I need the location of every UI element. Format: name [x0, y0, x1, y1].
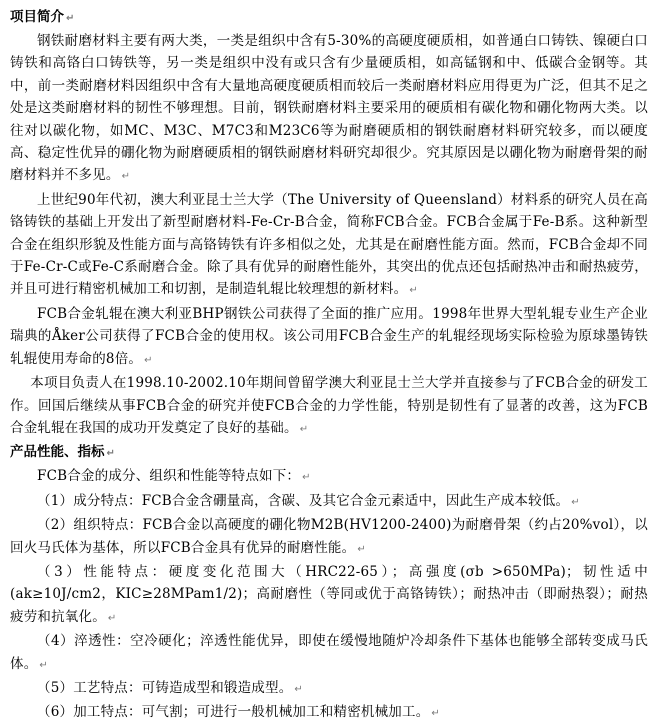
paragraph-mark-icon: ↵ [294, 683, 303, 695]
paragraph-mark-icon: ↵ [66, 13, 75, 24]
section-intro [10, 6, 648, 441]
performance-intro: FCB合金的成分、组织和性能等特点如下： ↵ [37, 468, 311, 485]
section-title: 产品性能、指标 ↵ [10, 444, 115, 461]
paragraph-mark-icon: ↵ [431, 708, 440, 720]
feature-properties: （3）性能特点：硬度变化范围大（HRC22-65）；高强度(σb >650MPa)；韧性适中(ak≥10J/cm2，KIC≥28MPam1/2)；高耐磨性（等同或优于高铬铸铁）；耐热冲击（即耐热裂）；耐热疲劳和抗氧化。 ↵ [10, 563, 648, 625]
paragraph-mark-icon: ↵ [144, 354, 153, 366]
intro-paragraph-2: 上世纪90年代初，澳大利亚昆士兰大学（The University of Queensland）材料系的研究人员在高铬铸铁的基础上开发出了新型耐磨材料-Fe-Cr-B合金，简称FCB合金。FCB合金属于Fe-B系。这种新型合金在组织形貌及性能方面与高铬铸铁有许多相似之处，尤其是在耐磨性能方面。然而，FCB合金却不同于Fe-Cr-C或Fe-C系耐磨合金。除了具有优异的耐磨性能外，其突出的优点还包括耐热冲击和耐热疲劳，并且可进行精密机械加工和切割，是制造轧辊比较理想的新材料。 ↵ [10, 191, 648, 298]
feature-microstructure: （2）组织特点：FCB合金以高硬度的硼化物M2B(HV1200-2400)为耐磨骨架（约占20%vol），以回火马氏体为基体，所以FCB合金具有优异的耐磨性能。 ↵ [10, 517, 648, 556]
section-performance [10, 441, 648, 725]
intro-paragraph-3: FCB合金轧辊在澳大利亚BHP钢铁公司获得了全面的推广应用。1998年世界大型轧辊专业生产企业瑞典的Åker公司获得了FCB合金的使用权。该公司用FCB合金生产的轧辊经现场实际检验为原球墨铸铁轧辊使用寿命的8倍。 ↵ [10, 305, 648, 367]
paragraph-mark-icon: ↵ [39, 659, 48, 671]
paragraph-mark-icon: ↵ [121, 171, 131, 183]
feature-hardenability: （4）淬透性：空冷硬化；淬透性能优异，即使在缓慢地随炉冷却条件下基体也能够全部转变成马氏体。 ↵ [10, 633, 648, 672]
paragraph-mark-icon: ↵ [106, 448, 115, 460]
paragraph-mark-icon: ↵ [571, 496, 580, 508]
feature-process: （5）工艺特点：可铸造成型和锻造成型。 ↵ [37, 679, 303, 696]
paragraph-mark-icon: ↵ [302, 472, 311, 484]
paragraph-mark-icon: ↵ [107, 612, 117, 624]
paragraph-mark-icon: ↵ [357, 543, 366, 555]
intro-paragraph-4: 本项目负责人在1998.10-2002.10年期间曾留学澳大利亚昆士兰大学并直接参与了FCB合金的研发工作。回国后继续从事FCB合金的研究并使FCB合金的力学性能，特别是韧性有了显著的改善，这为FCB合金轧辊在我国的成功开发奠定了良好的基础。 ↵ [10, 375, 648, 436]
paragraph-mark-icon: ↵ [299, 423, 309, 435]
paragraph-mark-icon: ↵ [409, 285, 418, 297]
feature-composition: （1）成分特点：FCB合金含硼量高，含碳、及其它合金元素适中，因此生产成本较低。 ↵ [37, 492, 580, 509]
intro-paragraph-1: 钢铁耐磨材料主要有两大类，一类是组织中含有5-30%的高硬度硬质相，如普通白口铸铁、镍硬白口铸铁和高铬白口铸铁等，另一类是组织中没有或只含有少量硬质相，如高锰钢和中、低碳合金钢等。其中，前一类耐磨材料因组织中含有大量地高硬度硬质相而较后一类耐磨材料应用得更为广泛，但其不足之处是这类耐磨材料的韧性不够理想。目前，钢铁耐磨材料主要采用的硬质相有碳化物和硼化物两大类。以往对以碳化物，如MC、M3C、M7C3和M23C6等为耐磨硬质相的钢铁耐磨材料研究较多，而以硬度高、稳定性优异的硼化物为耐磨硬质相的钢铁耐磨材料研究却很少。究其原因是以硼化物为耐磨骨架的耐磨材料并不多见。 ↵ [10, 33, 648, 184]
section-title: 项目简介 ↵ [10, 9, 75, 25]
feature-machining: （6）加工特点：可气割；可进行一般机械加工和精密机械加工。 ↵ [37, 704, 440, 721]
